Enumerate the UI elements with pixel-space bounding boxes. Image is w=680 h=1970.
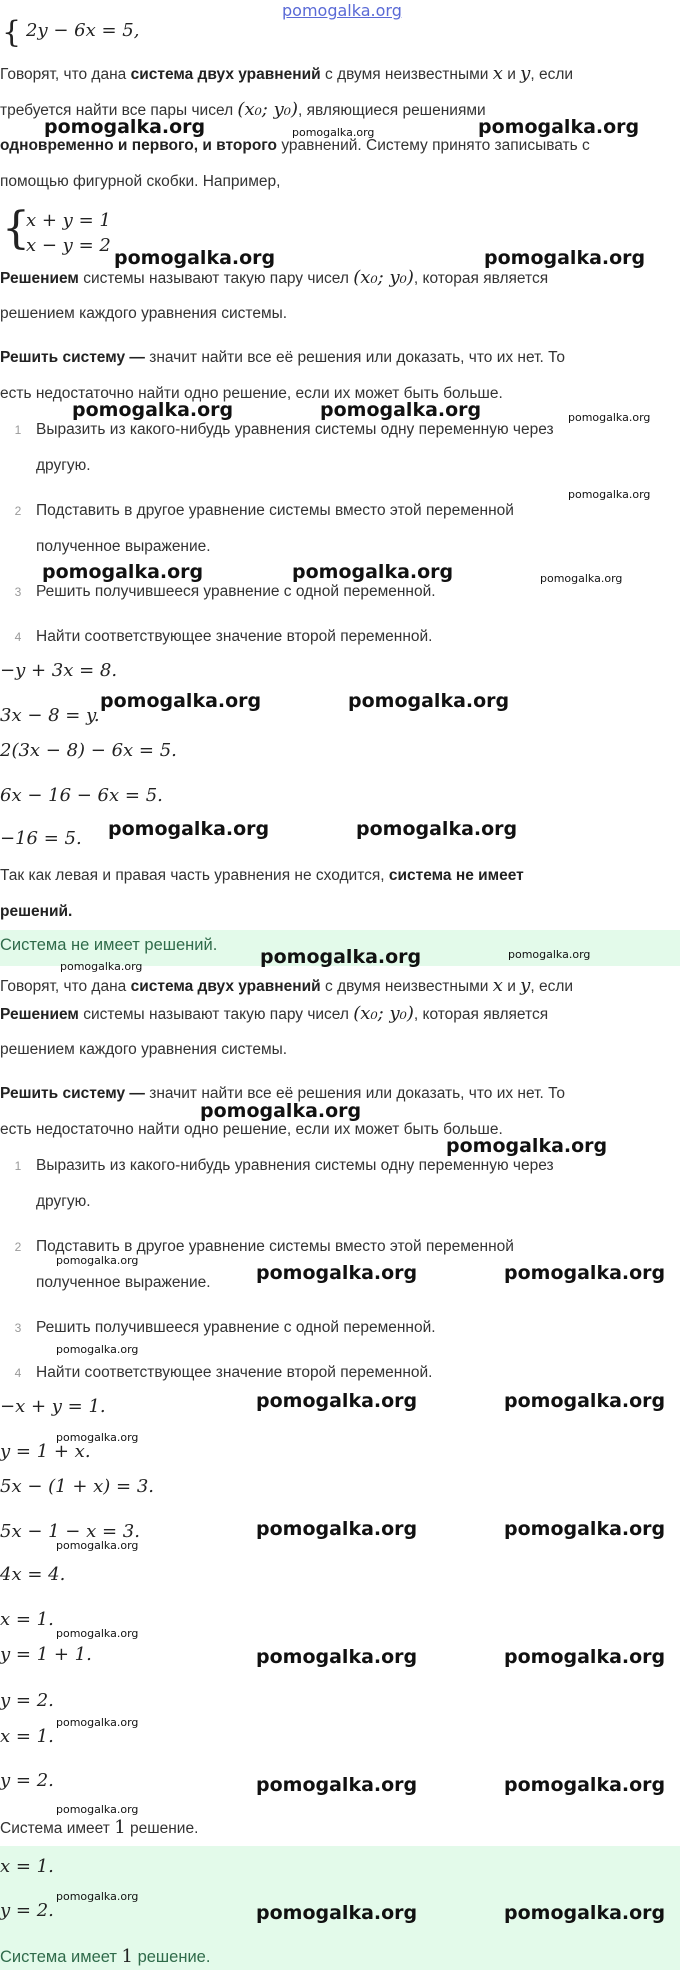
solve-def-line-1: Решить систему — значит найти все её решения или доказать, что их нет. То — [0, 349, 565, 366]
work-line: 5x − (1 + x) = 3. — [0, 1476, 155, 1497]
step-3: 3 Решить получившееся уравнение с одной переменной. — [14, 1319, 436, 1336]
watermark: pomogalka.org — [292, 561, 454, 583]
work-line: x = 1. — [0, 1726, 54, 1747]
watermark: pomogalka.org — [56, 1716, 139, 1729]
work-line: y = 1 + x. — [0, 1441, 91, 1462]
watermark: pomogalka.org — [56, 1343, 139, 1356]
system-brace: { — [2, 15, 22, 50]
watermark: pomogalka.org — [504, 1518, 666, 1540]
summary-line: Система имеет 1 решение. — [0, 1817, 199, 1838]
example-brace: { — [2, 203, 30, 254]
watermark: pomogalka.org — [504, 1646, 666, 1668]
watermark: pomogalka.org — [44, 116, 206, 138]
answer-y: y = 2. — [0, 1900, 54, 1921]
work-line: −x + y = 1. — [0, 1396, 106, 1417]
answer-text: Система не имеет решений. — [0, 936, 218, 954]
solve-def-line-2: есть недостаточно найти одно решение, если их может быть больше. — [0, 1121, 503, 1138]
work-line: −y + 3x = 8. — [0, 660, 118, 681]
work-line: −16 = 5. — [0, 828, 82, 849]
step-3: 3 Решить получившееся уравнение с одной переменной. — [14, 583, 436, 600]
watermark: pomogalka.org — [256, 1902, 418, 1924]
watermark: pomogalka.org — [256, 1646, 418, 1668]
step-2-cont: полученное выражение. — [36, 1274, 211, 1291]
answer-x: x = 1. — [0, 1856, 54, 1877]
solution-def-line-1: Решением системы называют такую пару чисел (x₀; y₀), которая является — [0, 1003, 549, 1024]
work-line: y = 2. — [0, 1690, 54, 1711]
work-line: y = 1 + 1. — [0, 1644, 92, 1665]
step-1-cont: другую. — [36, 457, 91, 474]
solve-def-line-1: Решить систему — значит найти все её решения или доказать, что их нет. То — [0, 1085, 565, 1102]
watermark: pomogalka.org — [568, 488, 651, 501]
watermark: pomogalka.org — [504, 1262, 666, 1284]
work-line: 3x − 8 = y. — [0, 705, 100, 726]
watermark: pomogalka.org — [256, 1774, 418, 1796]
work-line: 4x = 4. — [0, 1564, 66, 1585]
conclusion-line-2: решений. — [0, 903, 73, 920]
watermark: pomogalka.org — [504, 1390, 666, 1412]
work-line: 5x − 1 − x = 3. — [0, 1521, 140, 1542]
step-1-cont: другую. — [36, 1193, 91, 1210]
intro-line-2: требуется найти все пары чисел (x₀; y₀), являющиеся решениями — [0, 99, 486, 120]
watermark: pomogalka.org — [292, 126, 375, 139]
watermark: pomogalka.org — [100, 690, 262, 712]
step-4: 4 Найти соответствующее значение второй переменной. — [14, 628, 433, 645]
step-4: 4 Найти соответствующее значение второй переменной. — [14, 1364, 433, 1381]
intro-line-4: помощью фигурной скобки. Например, — [0, 173, 281, 190]
watermark: pomogalka.org — [446, 1135, 608, 1157]
cut-equation: 2y − 6x = 5, — [26, 20, 140, 41]
solution-def-line-1: Решением системы называют такую пару чисел (x₀; y₀), которая является — [0, 267, 549, 288]
step-1: 1 Выразить из какого-нибудь уравнения системы одну переменную через — [14, 421, 554, 438]
work-line: 6x − 16 − 6x = 5. — [0, 785, 163, 806]
intro-line-3: одновременно и первого, и второго уравнений. Систему принято записывать с — [0, 137, 590, 154]
work-line: x = 1. — [0, 1609, 54, 1630]
watermark: pomogalka.org — [260, 946, 422, 968]
watermark: pomogalka.org — [320, 399, 482, 421]
watermark: pomogalka.org — [568, 411, 651, 424]
watermark: pomogalka.org — [56, 1254, 139, 1267]
answer-text: Система имеет 1 решение. — [0, 1946, 211, 1967]
solve-def-line-2: есть недостаточно найти одно решение, если их может быть больше. — [0, 385, 503, 402]
watermark-link[interactable]: pomogalka.org — [282, 1, 402, 20]
example-eq-1: x + y = 1 — [26, 210, 111, 231]
watermark: pomogalka.org — [108, 818, 270, 840]
watermark: pomogalka.org — [484, 247, 646, 269]
watermark: pomogalka.org — [56, 1539, 139, 1552]
step-2: 2 Подставить в другое уравнение системы вместо этой переменной — [14, 502, 514, 519]
watermark: pomogalka.org — [508, 948, 591, 961]
watermark: pomogalka.org — [60, 960, 143, 973]
watermark: pomogalka.org — [72, 399, 234, 421]
watermark: pomogalka.org — [56, 1890, 139, 1903]
watermark: pomogalka.org — [348, 690, 510, 712]
watermark: pomogalka.org — [256, 1390, 418, 1412]
step-2-cont: полученное выражение. — [36, 538, 211, 555]
watermark: pomogalka.org — [504, 1774, 666, 1796]
watermark: pomogalka.org — [56, 1431, 139, 1444]
watermark: pomogalka.org — [200, 1100, 362, 1122]
watermark: pomogalka.org — [256, 1262, 418, 1284]
work-line: y = 2. — [0, 1770, 54, 1791]
work-line: 2(3x − 8) − 6x = 5. — [0, 740, 177, 761]
watermark: pomogalka.org — [478, 116, 640, 138]
solution-def-line-2: решением каждого уравнения системы. — [0, 1041, 288, 1058]
step-1: 1 Выразить из какого-нибудь уравнения системы одну переменную через — [14, 1157, 554, 1174]
watermark: pomogalka.org — [504, 1902, 666, 1924]
solution-def-line-2: решением каждого уравнения системы. — [0, 305, 288, 322]
watermark: pomogalka.org — [540, 572, 623, 585]
watermark: pomogalka.org — [42, 561, 204, 583]
intro-line-1: Говорят, что дана система двух уравнений с двумя неизвестными x и y, если — [0, 975, 574, 996]
watermark: pomogalka.org — [56, 1803, 139, 1816]
example-eq-2: x − y = 2 — [26, 235, 111, 256]
watermark: pomogalka.org — [256, 1518, 418, 1540]
conclusion-line-1: Так как левая и правая часть уравнения не сходится, система не имеет — [0, 867, 524, 884]
watermark: pomogalka.org — [356, 818, 518, 840]
step-2: 2 Подставить в другое уравнение системы вместо этой переменной — [14, 1238, 514, 1255]
intro-line-1: Говорят, что дана система двух уравнений с двумя неизвестными x и y, если — [0, 63, 574, 84]
watermark: pomogalka.org — [114, 247, 276, 269]
watermark: pomogalka.org — [56, 1627, 139, 1640]
